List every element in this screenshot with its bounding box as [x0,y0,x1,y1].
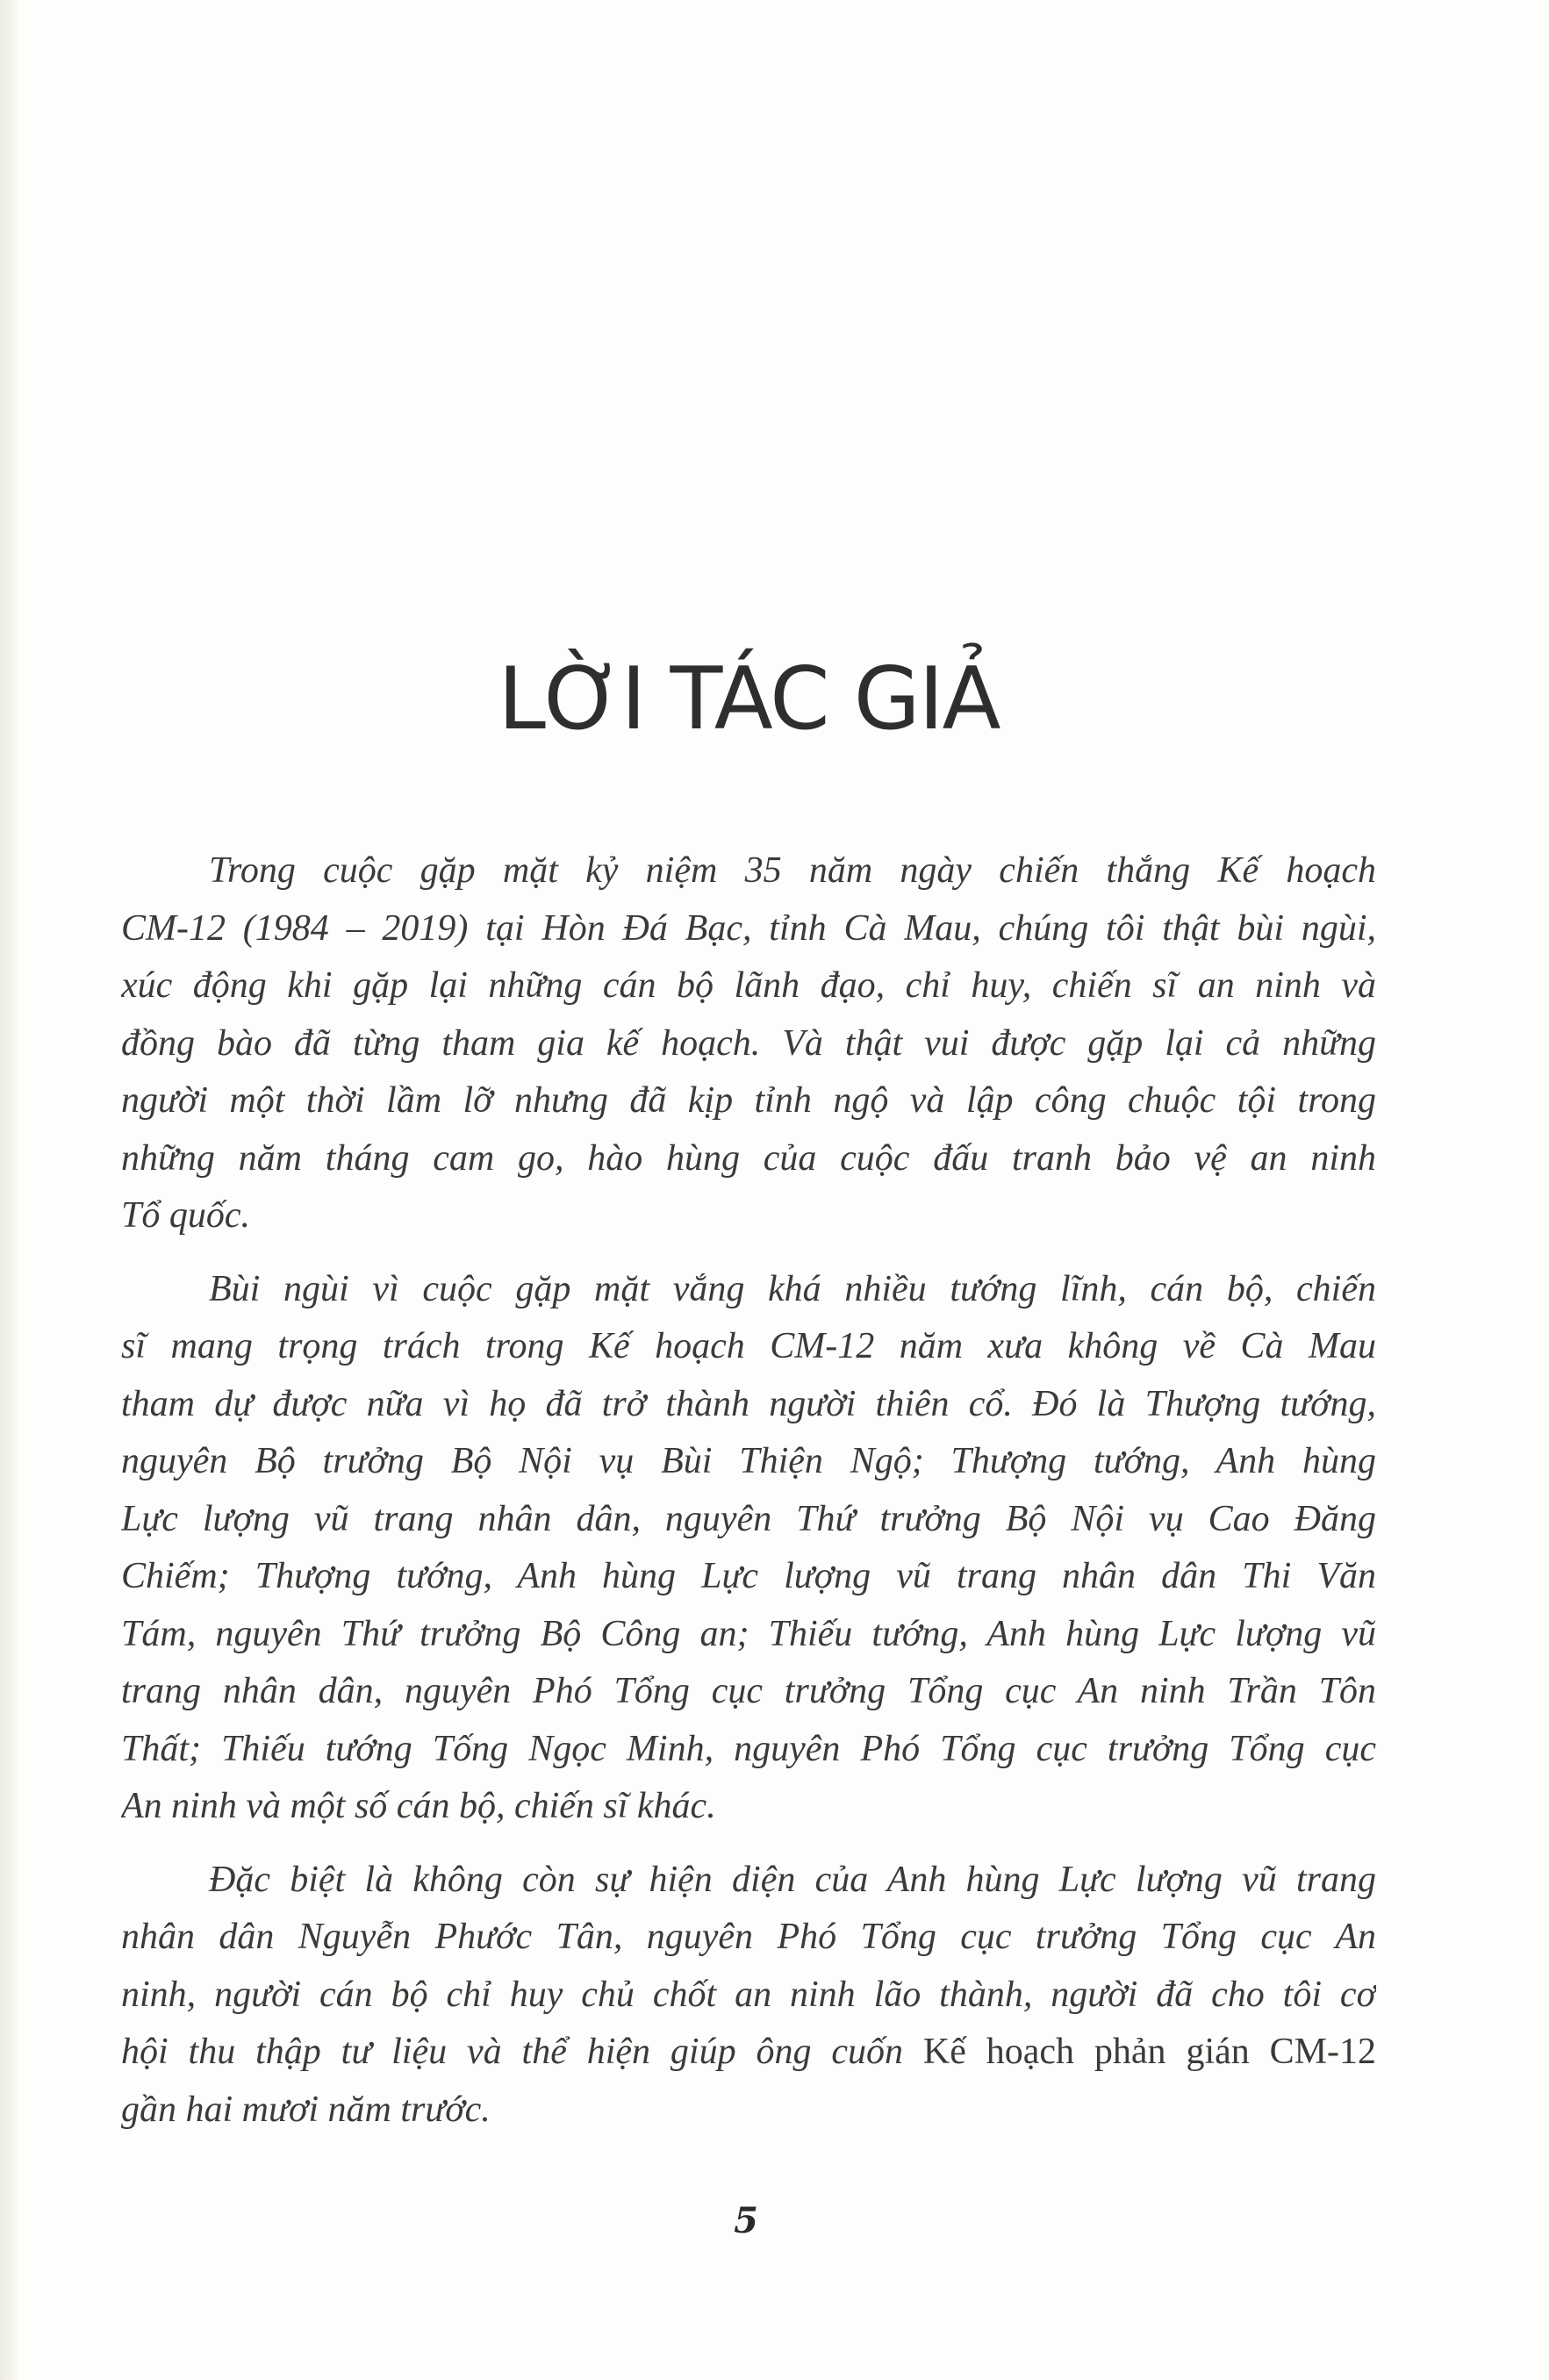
page-gutter-shadow [0,0,19,2380]
text-line: Bùi ngùi vì cuộc gặp mặt vắng khá nhiều tướng lĩnh, cán bộ, chiến [209,1268,1376,1309]
text-line-italic-part: hội thu thập tư liệu và thể hiện giúp ông cuốn [121,2032,923,2072]
text-line: Tổ quốc. [121,1195,250,1236]
book-title: Kế hoạch phản gián CM-12 [922,2032,1376,2072]
text-line: Chiếm; Thượng tướng, Anh hùng Lực lượng vũ trang nhân dân Thi Văn [121,1556,1376,1596]
text-line: ninh, người cán bộ chỉ huy chủ chốt an ninh lão thành, người đã cho tôi cơ [121,1974,1376,2015]
text-line: Trong cuộc gặp mặt kỷ niệm 35 năm ngày chiến thắng Kế hoạch [209,850,1376,891]
text-line: gần hai mươi năm trước. [121,2089,491,2130]
text-line: Lực lượng vũ trang nhân dân, nguyên Thứ trưởng Bộ Nội vụ Cao Đăng [121,1498,1376,1539]
page-title: LỜI TÁC GIẢ [498,649,1000,749]
text-line: Đặc biệt là không còn sự hiện diện của Anh hùng Lực lượng vũ trang [209,1859,1376,1900]
text-line: xúc động khi gặp lại những cán bộ lãnh đạo, chỉ huy, chiến sĩ an ninh và [121,965,1376,1006]
text-line: An ninh và một số cán bộ, chiến sĩ khác. [121,1786,716,1826]
paragraph-3 [121,1852,1376,2140]
text-line: tham dự được nữa vì họ đã trở thành người thiên cổ. Đó là Thượng tướng, [121,1383,1376,1424]
text-line: Tám, nguyên Thứ trưởng Bộ Công an; Thiếu tướng, Anh hùng Lực lượng vũ [121,1613,1376,1654]
text-line: sĩ mang trọng trách trong Kế hoạch CM-12 năm xưa không về Cà Mau [121,1326,1376,1366]
text-line: nguyên Bộ trưởng Bộ Nội vụ Bùi Thiện Ngộ; Thượng tướng, Anh hùng [121,1441,1376,1481]
body-text [121,842,1376,2154]
page-number: 5 [734,2200,758,2241]
text-line: CM-12 (1984 – 2019) tại Hòn Đá Bạc, tỉnh Cà Mau, chúng tôi thật bùi ngùi, [121,907,1376,949]
paragraph-2 [121,1261,1376,1836]
text-line: Thất; Thiếu tướng Tống Ngọc Minh, nguyên Phó Tổng cục trưởng Tổng cục [121,1728,1376,1769]
text-line: những năm tháng cam go, hào hùng của cuộc đấu tranh bảo vệ an ninh [121,1137,1376,1179]
text-line: người một thời lầm lỡ nhưng đã kịp tỉnh ngộ và lập công chuộc tội trong [121,1080,1376,1121]
paragraph-1 [121,842,1376,1245]
text-line: nhân dân Nguyễn Phước Tân, nguyên Phó Tổng cục trưởng Tổng cục An [121,1917,1376,1957]
text-line-with-book-title [121,2024,1376,2082]
text-line: đồng bào đã từng tham gia kế hoạch. Và thật vui được gặp lại cả những [121,1022,1376,1064]
text-line: trang nhân dân, nguyên Phó Tổng cục trưởng Tổng cục An ninh Trần Tôn [121,1671,1376,1711]
